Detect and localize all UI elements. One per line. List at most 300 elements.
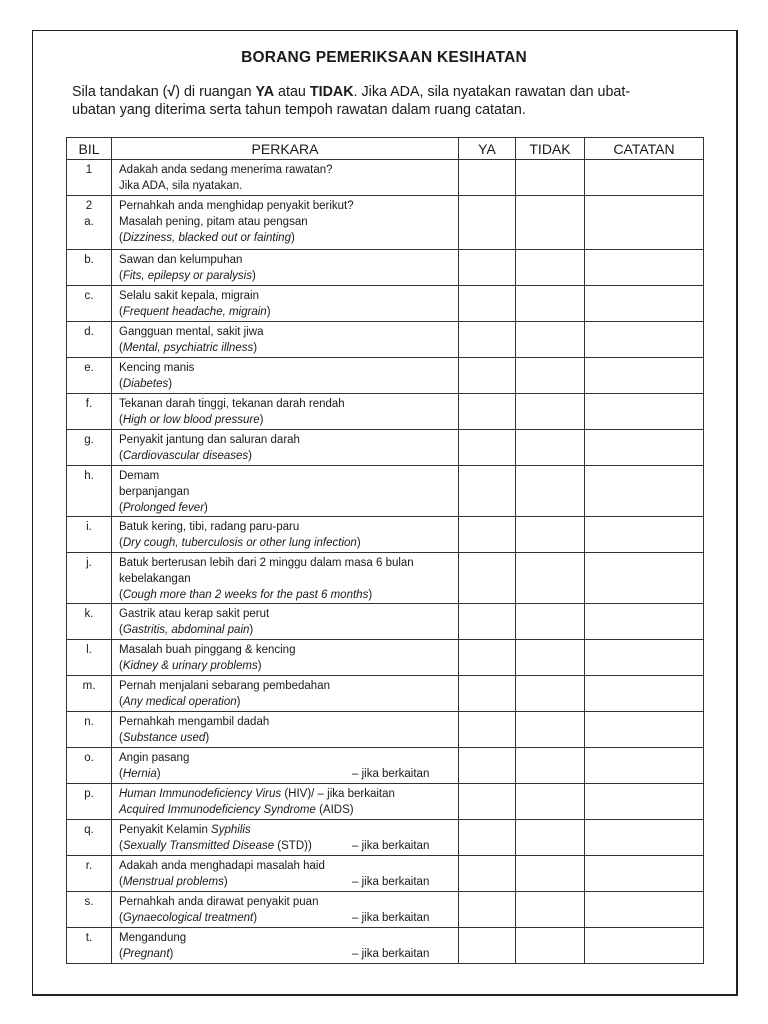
tidak-cell[interactable] [516, 640, 585, 676]
col-header-perkara: PERKARA [112, 138, 459, 160]
item-text: Mengandung [119, 932, 187, 944]
row-number-label: e. [84, 362, 94, 374]
item-text: Masalah buah pinggang & kencing [119, 644, 296, 656]
instruction-part-3: atau [274, 84, 310, 100]
table-row [67, 160, 704, 196]
catatan-cell[interactable] [585, 286, 704, 322]
item-description [112, 784, 459, 820]
row-number-label [67, 230, 111, 246]
item-text: ( [119, 660, 123, 672]
item-text: (STD)) [274, 840, 312, 852]
relevance-note: – jika berkaitan [352, 876, 430, 888]
item-text: ( [119, 414, 123, 426]
tidak-cell[interactable] [516, 196, 585, 250]
item-text: ) [223, 876, 228, 888]
tidak-cell[interactable] [516, 466, 585, 517]
item-text: ( [119, 342, 123, 354]
relevance-note: – jika berkaitan [352, 768, 430, 780]
item-text: ) [253, 342, 258, 354]
item-text: Masalah pening, pitam atau pengsan [119, 216, 308, 228]
table-row [67, 286, 704, 322]
item-line [119, 412, 458, 428]
item-text: Substance used [122, 732, 206, 744]
item-text: Mental, psychiatric illness [122, 342, 254, 354]
table-row [67, 250, 704, 286]
row-number-label: 1 [85, 164, 93, 176]
item-line [119, 376, 458, 392]
table-row [67, 466, 704, 517]
item-text: Pernahkah mengambil dadah [119, 716, 270, 728]
catatan-cell[interactable] [585, 892, 704, 928]
item-text: ( [119, 502, 123, 514]
item-text: ) [290, 232, 295, 244]
item-text: Syphilis [211, 824, 251, 836]
row-number [67, 640, 112, 676]
item-line [119, 714, 458, 730]
item-text: ( [119, 840, 123, 852]
item-text: Dry cough, tuberculosis or other lung infection [122, 537, 357, 549]
item-text: Gynaecological treatment [122, 912, 254, 924]
row-number [67, 928, 112, 964]
ya-cell[interactable] [459, 748, 516, 784]
item-line [119, 838, 458, 854]
item-text: ( [119, 876, 123, 888]
item-description [112, 928, 459, 964]
item-text: Selalu sakit kepala, migrain [119, 290, 259, 302]
ya-cell[interactable] [459, 676, 516, 712]
tick-symbol: √ [167, 84, 176, 100]
table-row [67, 196, 704, 250]
item-line [119, 658, 458, 674]
item-text: ) [259, 414, 264, 426]
table-row [67, 430, 704, 466]
ya-cell[interactable] [459, 604, 516, 640]
ya-cell[interactable] [459, 466, 516, 517]
tidak-cell[interactable] [516, 604, 585, 640]
row-number-label: p. [84, 788, 94, 800]
item-text: Cough more than 2 weeks for the past 6 months [122, 589, 369, 601]
item-description [112, 553, 459, 604]
item-text: ) [248, 450, 252, 462]
item-text: ( [119, 450, 123, 462]
item-text: Human Immunodeficiency Virus [119, 788, 282, 800]
instruction-tidak: TIDAK [309, 84, 354, 100]
item-description [112, 676, 459, 712]
item-text: Pernahkah anda menghidap penyakit berikut? [119, 200, 354, 212]
row-number-label: k. [84, 608, 94, 620]
table-row [67, 553, 704, 604]
tidak-cell[interactable] [516, 553, 585, 604]
item-line [119, 304, 458, 320]
item-line [119, 468, 458, 484]
table-row [67, 676, 704, 712]
item-text: Adakah anda sedang menerima rawatan? [119, 164, 333, 176]
catatan-cell[interactable] [585, 466, 704, 517]
item-text: Diabetes [122, 378, 169, 390]
catatan-cell[interactable] [585, 712, 704, 748]
ya-cell[interactable] [459, 430, 516, 466]
item-text: Tekanan darah tinggi, tekanan darah rendah [119, 398, 345, 410]
item-line [119, 535, 458, 551]
catatan-cell[interactable] [585, 928, 704, 964]
row-number-label: c. [84, 290, 94, 302]
tidak-cell[interactable] [516, 358, 585, 394]
item-line [119, 360, 458, 376]
catatan-cell[interactable] [585, 430, 704, 466]
item-text: Penyakit Kelamin [119, 824, 212, 836]
table-row [67, 748, 704, 784]
item-text: ) [236, 696, 241, 708]
tidak-cell[interactable] [516, 286, 585, 322]
form-title: BORANG PEMERIKSAAN KESIHATAN [241, 49, 527, 66]
item-description [112, 820, 459, 856]
item-text: Kencing manis [119, 362, 195, 374]
ya-cell[interactable] [459, 820, 516, 856]
catatan-cell[interactable] [585, 517, 704, 553]
row-number [67, 553, 112, 604]
catatan-cell[interactable] [585, 358, 704, 394]
row-number-label: n. [84, 716, 94, 728]
row-number [67, 892, 112, 928]
item-line [119, 750, 458, 766]
table-row [67, 394, 704, 430]
row-number [67, 250, 112, 286]
item-text: Acquired Immunodeficiency Syndrome [119, 804, 316, 816]
ya-cell[interactable] [459, 196, 516, 250]
row-number-label: d. [84, 326, 94, 338]
table-row [67, 604, 704, 640]
item-text: Gastritis, abdominal pain [122, 624, 250, 636]
row-number [67, 676, 112, 712]
item-line [119, 288, 458, 304]
row-number [67, 394, 112, 430]
item-description [112, 160, 459, 196]
instructions [72, 83, 698, 119]
row-number [67, 160, 112, 196]
row-number-label: s. [84, 896, 94, 908]
ya-cell[interactable] [459, 322, 516, 358]
row-number [67, 712, 112, 748]
item-description [112, 358, 459, 394]
row-number [67, 856, 112, 892]
tidak-cell[interactable] [516, 784, 585, 820]
item-text: Fits, epilepsy or paralysis [122, 270, 252, 282]
item-text: Angin pasang [119, 752, 190, 764]
row-number-label: q. [84, 824, 94, 836]
ya-cell[interactable] [459, 358, 516, 394]
row-number-label: 2 [85, 200, 93, 212]
table-row [67, 322, 704, 358]
item-line [119, 340, 458, 356]
row-number-label: m. [82, 680, 96, 692]
item-description [112, 250, 459, 286]
ya-cell[interactable] [459, 394, 516, 430]
item-line [119, 930, 458, 946]
table-row [67, 928, 704, 964]
item-line [119, 802, 458, 818]
item-line [119, 519, 458, 535]
ya-cell[interactable] [459, 160, 516, 196]
table-row [67, 784, 704, 820]
row-number [67, 784, 112, 820]
item-text: ( [119, 732, 123, 744]
catatan-cell[interactable] [585, 820, 704, 856]
instruction-part-1: Sila tandakan ( [72, 84, 168, 100]
item-description [112, 394, 459, 430]
item-text: ( [119, 624, 123, 636]
catatan-cell[interactable] [585, 676, 704, 712]
item-text: ) [169, 948, 174, 960]
tidak-cell[interactable] [516, 517, 585, 553]
row-number [67, 196, 112, 250]
row-number [67, 466, 112, 517]
item-text: Gastrik atau kerap sakit perut [119, 608, 270, 620]
item-line [119, 432, 458, 448]
item-text: Any medical operation [122, 696, 237, 708]
tidak-cell[interactable] [516, 676, 585, 712]
col-header-catatan: CATATAN [585, 138, 704, 160]
item-text: ( [119, 912, 123, 924]
row-number [67, 820, 112, 856]
tidak-cell[interactable] [516, 322, 585, 358]
item-text: ) [356, 537, 361, 549]
item-text: Hernia [122, 768, 157, 780]
item-text: Frequent headache, migrain [122, 306, 267, 318]
item-description [112, 712, 459, 748]
instruction-line-2: ubatan yang diterima serta tahun tempoh rawatan dalam ruang catatan. [72, 102, 526, 118]
ya-cell[interactable] [459, 892, 516, 928]
item-line [119, 694, 458, 710]
item-line [119, 500, 458, 516]
item-text: ( [119, 378, 123, 390]
row-number-label: o. [84, 752, 94, 764]
health-checklist-table [66, 137, 704, 964]
item-line [119, 874, 458, 890]
item-text: ) [266, 306, 271, 318]
item-text: Gangguan mental, sakit jiwa [119, 326, 264, 338]
item-text: Pernah menjalani sebarang pembedahan [119, 680, 330, 692]
table-row [67, 712, 704, 748]
item-line [119, 571, 458, 587]
item-text: (HIV)/ – jika berkaitan [281, 788, 395, 800]
item-description [112, 286, 459, 322]
item-text: ( [119, 270, 123, 282]
item-line [119, 642, 458, 658]
catatan-cell[interactable] [585, 553, 704, 604]
tidak-cell[interactable] [516, 430, 585, 466]
ya-cell[interactable] [459, 640, 516, 676]
tidak-cell[interactable] [516, 820, 585, 856]
tidak-cell[interactable] [516, 748, 585, 784]
row-number-label: f. [85, 398, 93, 410]
item-line [119, 910, 458, 926]
item-line [119, 786, 458, 802]
item-line [119, 766, 458, 782]
item-description [112, 322, 459, 358]
item-text: ) [251, 270, 256, 282]
item-description [112, 604, 459, 640]
item-text: Pregnant [122, 948, 170, 960]
catatan-cell[interactable] [585, 196, 704, 250]
item-description [112, 856, 459, 892]
item-text: ( [119, 537, 123, 549]
item-text: kebelakangan [119, 573, 191, 585]
item-text: Demam [119, 470, 160, 482]
item-text: Sexually Transmitted Disease [122, 840, 275, 852]
row-number-label: h. [84, 470, 94, 482]
ya-cell[interactable] [459, 517, 516, 553]
row-number-label [67, 178, 111, 194]
item-line [119, 730, 458, 746]
item-line [119, 946, 458, 962]
item-text: ) [253, 912, 258, 924]
item-text: Dizziness, blacked out or fainting [122, 232, 291, 244]
item-text: ) [156, 768, 161, 780]
catatan-cell[interactable] [585, 784, 704, 820]
item-line [119, 178, 458, 194]
item-text: Pernahkah anda dirawat penyakit puan [119, 896, 319, 908]
item-description [112, 748, 459, 784]
catatan-cell[interactable] [585, 604, 704, 640]
item-text: Batuk berterusan lebih dari 2 minggu dalam masa 6 bulan [119, 557, 414, 569]
row-number-label: g. [84, 434, 94, 446]
ya-cell[interactable] [459, 856, 516, 892]
item-text: ( [119, 948, 123, 960]
col-header-tidak: TIDAK [516, 138, 585, 160]
item-line [119, 448, 458, 464]
tidak-cell[interactable] [516, 394, 585, 430]
catatan-cell[interactable] [585, 640, 704, 676]
catatan-cell[interactable] [585, 394, 704, 430]
tidak-cell[interactable] [516, 856, 585, 892]
item-text: ) [168, 378, 173, 390]
item-text: ) [257, 660, 262, 672]
relevance-note: – jika berkaitan [352, 840, 430, 852]
item-text: ( [119, 232, 123, 244]
row-number-label: i. [86, 521, 92, 533]
row-number-label: b. [84, 254, 94, 266]
row-number [67, 430, 112, 466]
ya-cell[interactable] [459, 286, 516, 322]
item-description [112, 430, 459, 466]
table-header-row [67, 138, 704, 160]
row-number [67, 322, 112, 358]
row-number [67, 286, 112, 322]
item-text: Kidney & urinary problems [122, 660, 258, 672]
catatan-cell[interactable] [585, 748, 704, 784]
row-number-label: l. [86, 644, 92, 656]
tidak-cell[interactable] [516, 892, 585, 928]
item-text: Prolonged fever [122, 502, 205, 514]
instruction-part-2: ) di ruangan [175, 84, 256, 100]
item-text: Sawan dan kelumpuhan [119, 254, 243, 266]
item-text: Menstrual problems [122, 876, 224, 888]
row-number [67, 358, 112, 394]
row-number [67, 604, 112, 640]
item-text: ( [119, 696, 123, 708]
tidak-cell[interactable] [516, 712, 585, 748]
instruction-part-4: . Jika ADA, sila nyatakan rawatan dan ubat- [353, 84, 631, 100]
item-text: Jika ADA, sila nyatakan. [119, 180, 243, 192]
row-number-label: j. [86, 557, 92, 569]
table-row [67, 820, 704, 856]
item-line [119, 214, 458, 230]
item-line [119, 162, 458, 178]
item-text: Cardiovascular diseases [122, 450, 249, 462]
item-line [119, 555, 458, 571]
relevance-note: – jika berkaitan [352, 948, 430, 960]
item-description [112, 517, 459, 553]
item-description [112, 196, 459, 250]
ya-cell[interactable] [459, 784, 516, 820]
col-header-ya: YA [459, 138, 516, 160]
tidak-cell[interactable] [516, 250, 585, 286]
row-number-label: r. [85, 860, 93, 872]
item-text: Penyakit jantung dan saluran darah [119, 434, 300, 446]
catatan-cell[interactable] [585, 160, 704, 196]
item-description [112, 892, 459, 928]
ya-cell[interactable] [459, 553, 516, 604]
item-line [119, 198, 458, 214]
item-line [119, 587, 458, 603]
item-line [119, 230, 458, 246]
table-row [67, 517, 704, 553]
instruction-ya: YA [255, 84, 275, 100]
row-number-label: a. [84, 216, 94, 228]
row-number [67, 517, 112, 553]
item-line [119, 858, 458, 874]
item-text: berpanjangan [119, 486, 190, 498]
item-description [112, 466, 459, 517]
item-text: ) [249, 624, 254, 636]
item-text: Adakah anda menghadapi masalah haid [119, 860, 325, 872]
item-text: ( [119, 768, 123, 780]
tidak-cell[interactable] [516, 928, 585, 964]
item-text: ( [119, 306, 123, 318]
item-line [119, 396, 458, 412]
catatan-cell[interactable] [585, 322, 704, 358]
item-line [119, 484, 458, 500]
row-number-label: t. [85, 932, 93, 944]
col-header-bil: BIL [67, 138, 112, 160]
item-text: ( [119, 589, 123, 601]
item-line [119, 894, 458, 910]
item-text: ) [205, 732, 210, 744]
item-text: ) [204, 502, 208, 514]
catatan-cell[interactable] [585, 856, 704, 892]
item-text: Batuk kering, tibi, radang paru-paru [119, 521, 300, 533]
ya-cell[interactable] [459, 712, 516, 748]
relevance-note: – jika berkaitan [352, 912, 430, 924]
item-line [119, 268, 458, 284]
item-line [119, 324, 458, 340]
row-number [67, 748, 112, 784]
item-line [119, 822, 458, 838]
table-row [67, 856, 704, 892]
item-line [119, 606, 458, 622]
item-line [119, 678, 458, 694]
item-text: (AIDS) [315, 804, 354, 816]
tidak-cell[interactable] [516, 160, 585, 196]
ya-cell[interactable] [459, 928, 516, 964]
table-row [67, 358, 704, 394]
table-row [67, 640, 704, 676]
catatan-cell[interactable] [585, 250, 704, 286]
ya-cell[interactable] [459, 250, 516, 286]
item-description [112, 640, 459, 676]
item-line [119, 622, 458, 638]
item-text: ) [368, 589, 373, 601]
